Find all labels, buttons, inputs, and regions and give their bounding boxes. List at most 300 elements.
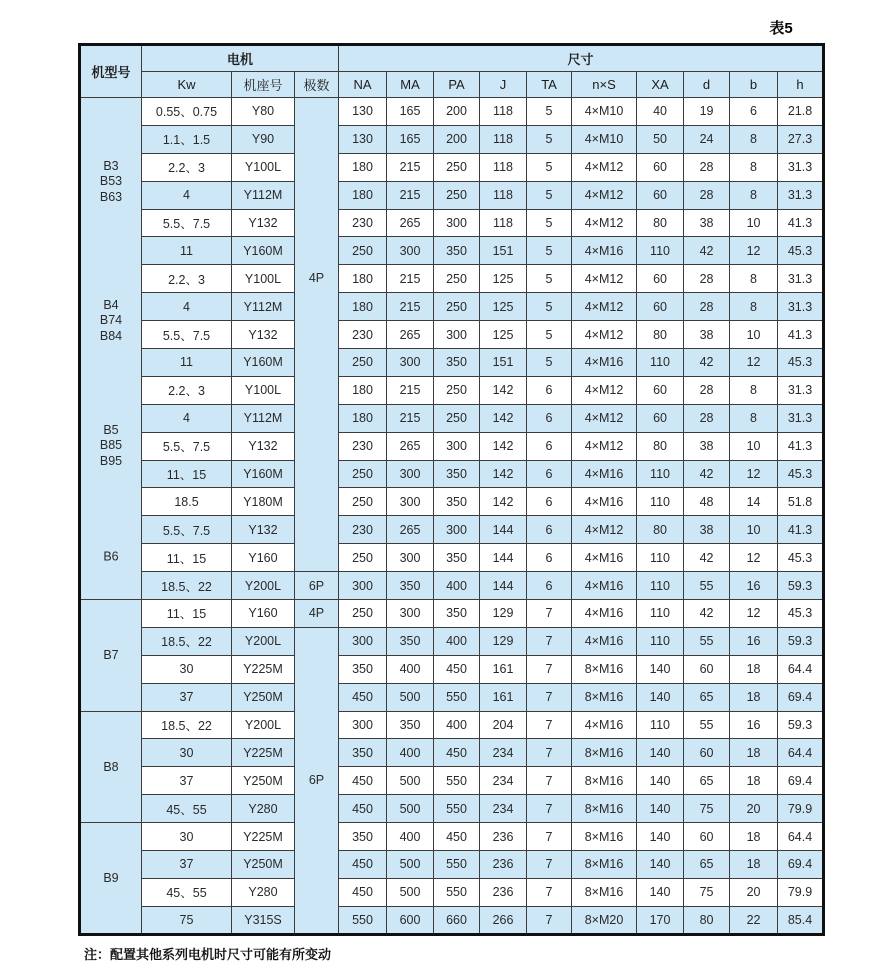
frame-cell: Y200L — [232, 711, 295, 739]
dim-cell: 6 — [527, 488, 572, 516]
dim-cell: 350 — [387, 572, 434, 600]
dim-cell: 59.3 — [778, 711, 824, 739]
dim-cell: 10 — [730, 321, 778, 349]
table-row — [80, 460, 824, 488]
dim-cell: 64.4 — [778, 655, 824, 683]
dim-cell: 266 — [480, 906, 527, 934]
kw-cell: 4 — [142, 404, 232, 432]
dim-cell: 180 — [339, 181, 387, 209]
dim-cell: 6 — [730, 98, 778, 126]
header-col-b: b — [730, 72, 778, 98]
dim-cell: 20 — [730, 878, 778, 906]
dim-cell: 55 — [684, 627, 730, 655]
model-label: B74 — [99, 312, 123, 327]
dim-cell: 41.3 — [778, 432, 824, 460]
dim-cell: 130 — [339, 98, 387, 126]
dim-cell: 12 — [730, 237, 778, 265]
dim-cell: 204 — [480, 711, 527, 739]
frame-cell: Y100L — [232, 265, 295, 293]
table-row — [80, 209, 824, 237]
dim-cell: 21.8 — [778, 98, 824, 126]
dim-cell: 450 — [434, 739, 480, 767]
dim-cell: 41.3 — [778, 321, 824, 349]
table-header — [80, 45, 824, 98]
table-row — [80, 265, 824, 293]
dim-cell: 8 — [730, 376, 778, 404]
table-row — [80, 181, 824, 209]
dim-cell: 38 — [684, 209, 730, 237]
model-label: B63 — [99, 189, 123, 204]
kw-cell: 1.1、1.5 — [142, 125, 232, 153]
dim-cell: 250 — [434, 153, 480, 181]
kw-cell: 30 — [142, 655, 232, 683]
dim-cell: 12 — [730, 600, 778, 628]
model-merged-cell — [80, 98, 142, 600]
dim-cell: 110 — [637, 711, 684, 739]
dim-cell: 5 — [527, 125, 572, 153]
dim-cell: 300 — [387, 460, 434, 488]
dim-cell: 16 — [730, 572, 778, 600]
dim-cell: 140 — [637, 851, 684, 879]
dim-cell: 60 — [684, 739, 730, 767]
dim-cell: 215 — [387, 265, 434, 293]
dim-cell: 550 — [434, 767, 480, 795]
dim-cell: 60 — [637, 153, 684, 181]
dim-cell: 350 — [339, 655, 387, 683]
dim-cell: 59.3 — [778, 627, 824, 655]
poles-cell — [295, 98, 339, 572]
dim-cell: 4×M16 — [572, 349, 637, 377]
dim-cell: 118 — [480, 125, 527, 153]
table-row — [80, 795, 824, 823]
kw-cell: 5.5、7.5 — [142, 516, 232, 544]
dim-cell: 140 — [637, 683, 684, 711]
dim-cell: 28 — [684, 181, 730, 209]
dim-cell: 6 — [527, 516, 572, 544]
poles-cell: 6P — [295, 572, 339, 600]
table-row — [80, 572, 824, 600]
dim-cell: 4×M12 — [572, 432, 637, 460]
poles-cell: 6P — [295, 627, 339, 934]
kw-cell: 18.5、22 — [142, 711, 232, 739]
dim-cell: 10 — [730, 432, 778, 460]
dim-cell: 110 — [637, 488, 684, 516]
dim-cell: 4×M12 — [572, 404, 637, 432]
dim-cell: 28 — [684, 404, 730, 432]
dim-cell: 8×M16 — [572, 823, 637, 851]
dim-cell: 60 — [637, 404, 684, 432]
kw-cell: 37 — [142, 767, 232, 795]
dim-cell: 7 — [527, 739, 572, 767]
model-group-labels — [81, 158, 141, 205]
frame-cell: Y200L — [232, 627, 295, 655]
dim-cell: 236 — [480, 823, 527, 851]
dim-cell: 42 — [684, 237, 730, 265]
frame-cell: Y250M — [232, 767, 295, 795]
kw-cell: 75 — [142, 906, 232, 934]
dim-cell: 14 — [730, 488, 778, 516]
dim-cell: 180 — [339, 153, 387, 181]
dim-cell: 125 — [480, 265, 527, 293]
table-row — [80, 544, 824, 572]
dim-cell: 215 — [387, 376, 434, 404]
table-row — [80, 404, 824, 432]
dim-cell: 4×M12 — [572, 209, 637, 237]
dim-cell: 250 — [339, 488, 387, 516]
dim-cell: 144 — [480, 544, 527, 572]
kw-cell: 30 — [142, 823, 232, 851]
dim-cell: 18 — [730, 655, 778, 683]
dim-cell: 55 — [684, 711, 730, 739]
table-body — [80, 98, 824, 935]
dim-cell: 450 — [339, 851, 387, 879]
dim-cell: 265 — [387, 516, 434, 544]
model-label: B95 — [99, 453, 123, 468]
header-col-d: d — [684, 72, 730, 98]
dim-cell: 350 — [434, 349, 480, 377]
dim-cell: 12 — [730, 349, 778, 377]
dim-cell: 5 — [527, 98, 572, 126]
poles-label: 4P — [308, 270, 325, 285]
table-row — [80, 293, 824, 321]
dim-cell: 7 — [527, 878, 572, 906]
dim-cell: 140 — [637, 795, 684, 823]
dim-cell: 165 — [387, 125, 434, 153]
dim-cell: 350 — [339, 823, 387, 851]
dim-cell: 140 — [637, 878, 684, 906]
dim-cell: 5 — [527, 293, 572, 321]
dim-cell: 80 — [637, 209, 684, 237]
model-group-labels — [81, 550, 141, 566]
dim-cell: 8×M20 — [572, 906, 637, 934]
dim-cell: 4×M12 — [572, 153, 637, 181]
table-caption: 表5 — [769, 20, 793, 37]
frame-cell: Y112M — [232, 293, 295, 321]
dim-cell: 500 — [387, 795, 434, 823]
dim-cell: 140 — [637, 655, 684, 683]
dim-cell: 250 — [434, 293, 480, 321]
dim-cell: 18 — [730, 683, 778, 711]
table-row — [80, 767, 824, 795]
dim-cell: 4×M10 — [572, 98, 637, 126]
dim-cell: 4×M16 — [572, 237, 637, 265]
dim-cell: 215 — [387, 181, 434, 209]
dim-cell: 142 — [480, 460, 527, 488]
dim-cell: 7 — [527, 627, 572, 655]
dim-cell: 8 — [730, 181, 778, 209]
dim-cell: 59.3 — [778, 572, 824, 600]
kw-cell: 18.5 — [142, 488, 232, 516]
dim-cell: 250 — [339, 349, 387, 377]
dim-cell: 250 — [434, 265, 480, 293]
dim-cell: 142 — [480, 432, 527, 460]
model-label: B53 — [99, 173, 123, 188]
dim-cell: 7 — [527, 795, 572, 823]
kw-cell: 2.2、3 — [142, 153, 232, 181]
kw-cell: 11、15 — [142, 544, 232, 572]
dim-cell: 142 — [480, 376, 527, 404]
dim-cell: 8 — [730, 125, 778, 153]
dim-cell: 79.9 — [778, 878, 824, 906]
dim-cell: 125 — [480, 321, 527, 349]
dim-cell: 350 — [434, 237, 480, 265]
table-row — [80, 488, 824, 516]
dim-cell: 60 — [684, 823, 730, 851]
dim-cell: 16 — [730, 627, 778, 655]
frame-cell: Y160 — [232, 544, 295, 572]
dim-cell: 6 — [527, 572, 572, 600]
dim-cell: 4×M12 — [572, 376, 637, 404]
frame-cell: Y280 — [232, 795, 295, 823]
dim-cell: 230 — [339, 321, 387, 349]
kw-cell: 18.5、22 — [142, 572, 232, 600]
dim-cell: 400 — [387, 739, 434, 767]
dim-cell: 5 — [527, 321, 572, 349]
table-row — [80, 321, 824, 349]
dim-cell: 400 — [434, 627, 480, 655]
dim-cell: 8×M16 — [572, 767, 637, 795]
kw-cell: 45、55 — [142, 878, 232, 906]
dim-cell: 118 — [480, 153, 527, 181]
kw-cell: 4 — [142, 293, 232, 321]
dim-cell: 28 — [684, 153, 730, 181]
dim-cell: 660 — [434, 906, 480, 934]
dim-cell: 60 — [637, 376, 684, 404]
table-row — [80, 376, 824, 404]
dim-cell: 215 — [387, 404, 434, 432]
dim-cell: 161 — [480, 683, 527, 711]
frame-cell: Y132 — [232, 209, 295, 237]
header-model-col: 机型号 — [80, 45, 142, 98]
dim-cell: 4×M16 — [572, 627, 637, 655]
dim-cell: 500 — [387, 683, 434, 711]
dim-cell: 31.3 — [778, 376, 824, 404]
dim-cell: 125 — [480, 293, 527, 321]
dim-cell: 151 — [480, 349, 527, 377]
kw-cell: 11 — [142, 349, 232, 377]
dim-cell: 450 — [434, 655, 480, 683]
poles-cell: 4P — [295, 600, 339, 628]
dim-cell: 7 — [527, 655, 572, 683]
kw-cell: 5.5、7.5 — [142, 321, 232, 349]
dim-cell: 18 — [730, 851, 778, 879]
dim-cell: 4×M16 — [572, 572, 637, 600]
dim-cell: 140 — [637, 823, 684, 851]
dim-cell: 10 — [730, 516, 778, 544]
model-label: B3 — [103, 158, 119, 173]
dim-cell: 118 — [480, 181, 527, 209]
header-col-kw: Kw — [142, 72, 232, 98]
dim-cell: 129 — [480, 627, 527, 655]
dim-cell: 18 — [730, 739, 778, 767]
dim-cell: 236 — [480, 878, 527, 906]
dim-cell: 4×M12 — [572, 516, 637, 544]
dim-cell: 161 — [480, 655, 527, 683]
header-col-pa: PA — [434, 72, 480, 98]
frame-cell: Y250M — [232, 851, 295, 879]
dim-cell: 300 — [434, 209, 480, 237]
dim-cell: 60 — [637, 181, 684, 209]
header-col-frame: 机座号 — [232, 72, 295, 98]
dim-cell: 300 — [434, 321, 480, 349]
kw-cell: 2.2、3 — [142, 376, 232, 404]
dim-cell: 300 — [339, 627, 387, 655]
header-col-na: NA — [339, 72, 387, 98]
kw-cell: 4 — [142, 181, 232, 209]
dim-cell: 250 — [434, 376, 480, 404]
dim-cell: 31.3 — [778, 181, 824, 209]
dim-cell: 50 — [637, 125, 684, 153]
dim-cell: 10 — [730, 209, 778, 237]
dim-cell: 130 — [339, 125, 387, 153]
dim-cell: 200 — [434, 98, 480, 126]
dim-cell: 20 — [730, 795, 778, 823]
frame-cell: Y280 — [232, 878, 295, 906]
dim-cell: 250 — [339, 237, 387, 265]
footnote: 注：配置其他系列电机时尺寸可能有所变动 — [84, 947, 332, 962]
dim-cell: 4×M10 — [572, 125, 637, 153]
dim-cell: 250 — [434, 181, 480, 209]
header-group-row — [80, 45, 824, 72]
dim-cell: 31.3 — [778, 293, 824, 321]
dim-cell: 31.3 — [778, 153, 824, 181]
kw-cell: 37 — [142, 683, 232, 711]
dim-cell: 230 — [339, 516, 387, 544]
dim-cell: 250 — [339, 600, 387, 628]
frame-cell: Y100L — [232, 153, 295, 181]
dim-cell: 6 — [527, 460, 572, 488]
dim-cell: 265 — [387, 209, 434, 237]
dim-cell: 170 — [637, 906, 684, 934]
dim-cell: 129 — [480, 600, 527, 628]
table-row — [80, 683, 824, 711]
frame-cell: Y225M — [232, 739, 295, 767]
kw-cell: 11、15 — [142, 460, 232, 488]
dim-cell: 142 — [480, 488, 527, 516]
dim-cell: 19 — [684, 98, 730, 126]
dim-cell: 75 — [684, 795, 730, 823]
dim-cell: 79.9 — [778, 795, 824, 823]
dim-cell: 180 — [339, 265, 387, 293]
dim-cell: 45.3 — [778, 349, 824, 377]
dim-cell: 18 — [730, 823, 778, 851]
dim-cell: 400 — [434, 711, 480, 739]
dim-cell: 350 — [387, 627, 434, 655]
frame-cell: Y160M — [232, 237, 295, 265]
dim-cell: 550 — [434, 683, 480, 711]
dim-cell: 6 — [527, 432, 572, 460]
dim-cell: 8×M16 — [572, 851, 637, 879]
dim-cell: 300 — [434, 432, 480, 460]
dim-cell: 8 — [730, 404, 778, 432]
kw-cell: 30 — [142, 739, 232, 767]
dim-cell: 41.3 — [778, 516, 824, 544]
dim-cell: 69.4 — [778, 683, 824, 711]
frame-cell: Y225M — [232, 655, 295, 683]
dim-cell: 12 — [730, 544, 778, 572]
frame-cell: Y132 — [232, 516, 295, 544]
dim-cell: 7 — [527, 906, 572, 934]
frame-cell: Y112M — [232, 404, 295, 432]
dim-cell: 8 — [730, 153, 778, 181]
dim-cell: 500 — [387, 767, 434, 795]
table-row — [80, 851, 824, 879]
header-motor-group: 电机 — [142, 45, 339, 72]
dim-cell: 450 — [339, 878, 387, 906]
dim-cell: 180 — [339, 404, 387, 432]
dim-cell: 80 — [637, 516, 684, 544]
dim-cell: 265 — [387, 432, 434, 460]
dim-cell: 8 — [730, 265, 778, 293]
dim-cell: 450 — [434, 823, 480, 851]
dim-cell: 4×M16 — [572, 544, 637, 572]
dim-cell: 75 — [684, 878, 730, 906]
dim-cell: 300 — [387, 544, 434, 572]
dim-cell: 31.3 — [778, 404, 824, 432]
frame-cell: Y160M — [232, 460, 295, 488]
dim-cell: 350 — [434, 544, 480, 572]
dim-cell: 110 — [637, 572, 684, 600]
dim-cell: 4×M16 — [572, 460, 637, 488]
dim-cell: 28 — [684, 376, 730, 404]
dim-cell: 151 — [480, 237, 527, 265]
dim-cell: 400 — [434, 572, 480, 600]
dim-cell: 18 — [730, 767, 778, 795]
dim-cell: 51.8 — [778, 488, 824, 516]
dim-cell: 16 — [730, 711, 778, 739]
dim-cell: 5 — [527, 237, 572, 265]
model-label: B84 — [99, 328, 123, 343]
header-col-nxs: n×S — [572, 72, 637, 98]
dim-cell: 350 — [387, 711, 434, 739]
frame-cell: Y132 — [232, 432, 295, 460]
frame-cell: Y160M — [232, 349, 295, 377]
dim-cell: 5 — [527, 153, 572, 181]
dim-cell: 69.4 — [778, 767, 824, 795]
dim-cell: 41.3 — [778, 209, 824, 237]
dim-cell: 110 — [637, 544, 684, 572]
model-group-labels — [81, 297, 141, 344]
dim-cell: 142 — [480, 404, 527, 432]
dim-cell: 6 — [527, 544, 572, 572]
table-row — [80, 153, 824, 181]
dim-cell: 118 — [480, 209, 527, 237]
dim-cell: 450 — [339, 767, 387, 795]
dim-cell: 64.4 — [778, 739, 824, 767]
model-group-cell: B7 — [80, 600, 142, 712]
dim-cell: 40 — [637, 98, 684, 126]
dim-cell: 7 — [527, 600, 572, 628]
dim-cell: 250 — [339, 460, 387, 488]
dim-cell: 550 — [434, 851, 480, 879]
dim-cell: 8×M16 — [572, 683, 637, 711]
kw-cell: 11 — [142, 237, 232, 265]
header-cols-row — [80, 72, 824, 98]
table-row — [80, 739, 824, 767]
kw-cell: 45、55 — [142, 795, 232, 823]
dim-cell: 110 — [637, 349, 684, 377]
dim-cell: 300 — [387, 349, 434, 377]
dim-cell: 350 — [434, 460, 480, 488]
kw-cell: 5.5、7.5 — [142, 432, 232, 460]
dim-cell: 38 — [684, 432, 730, 460]
dim-cell: 65 — [684, 851, 730, 879]
dim-cell: 65 — [684, 767, 730, 795]
frame-cell: Y315S — [232, 906, 295, 934]
dim-cell: 8×M16 — [572, 655, 637, 683]
kw-cell: 37 — [142, 851, 232, 879]
table-row — [80, 516, 824, 544]
